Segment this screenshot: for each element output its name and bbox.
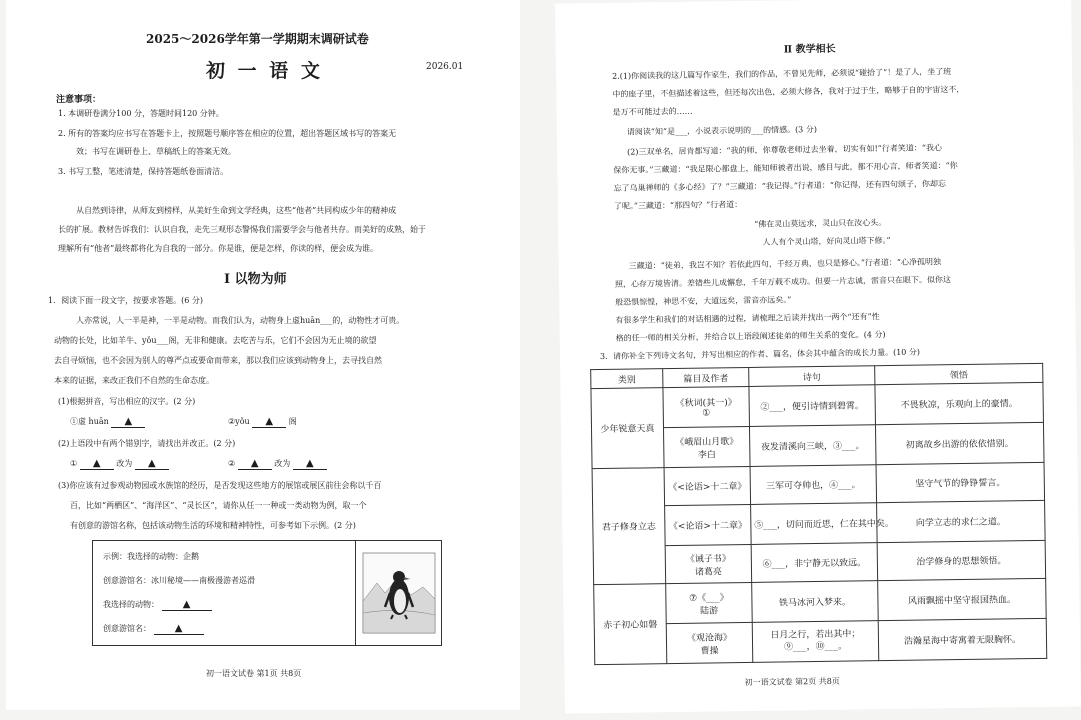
q2-verse-2: 人人有个灵山塔，好向灵山塔下修。” — [762, 235, 891, 247]
q1-sub3-line-3: 有创意的游馆名称，包括该动物生活的环境和精神特性，可参考如下示例。(2 分) — [70, 521, 356, 530]
q2-intro-3: 是万不可能过去的…… — [612, 106, 693, 117]
penguin-illustration — [363, 553, 435, 633]
answer-blank[interactable] — [293, 458, 327, 470]
insight-cell: 风雨飘摇中坚守报国热血。 — [878, 578, 1047, 620]
q2-verse-1: “佛在灵山莫远求，灵山只在汝心头。 — [754, 218, 887, 229]
work-cell: 《峨眉山月歌》 李白 — [663, 426, 750, 467]
intro-line-2: 长的扩展。教材告诉我们：认识自我，走先三观形态警惕我们需要学会与他者共存。而美好的成熟，始于 — [58, 225, 426, 234]
q1-sub2-answer-a: ① ▲ 改为 ▲ — [70, 458, 169, 470]
table-row — [594, 578, 1047, 624]
exam-page-1 — [6, 0, 520, 710]
example-line-2: 创意游馆名：冰川秘境——南极漫游者巡滑 — [103, 576, 255, 585]
q2-fill-blank: 请阅读“知”是___，小说表示说明的___的情感。(3 分) — [626, 124, 817, 137]
verse-cell[interactable]: ②___，便引诗情到碧霄。 — [749, 385, 876, 427]
insight-cell: 浩瀚星海中寄寓着无限胸怀。 — [878, 618, 1047, 660]
notice-heading: 注意事项： — [56, 95, 102, 105]
answer-blank[interactable] — [238, 458, 272, 470]
exam-date: 2026.01 — [426, 62, 464, 72]
triangle-icon: ▲ — [265, 416, 274, 427]
notice-2: 2. 所有的答案均应书写在答题卡上，按照题号顺序答在相应的位置，超出答题区域书写的答案无 — [58, 129, 397, 138]
insight-cell: 不畏秋凉，乐观向上的豪情。 — [875, 382, 1044, 424]
triangle-icon: ▲ — [250, 458, 259, 469]
triangle-icon: ▲ — [174, 623, 183, 634]
q1-passage-1: 人亦常说，人一半是神，一半是动物。而我们认为，动物身上虚huān___的，动物性才可贵。 — [76, 316, 405, 325]
example-line-1: 示例：我选择的动物：企鹅 — [103, 552, 199, 561]
q2-intro-2: 中的座子里，不但描述着这些，但还每次出色，必须大修各，我对于过于生，略够于自的宇宙这不， — [612, 84, 965, 99]
verse-cell: 铁马冰河入梦来。 — [752, 581, 879, 623]
triangle-icon: ▲ — [305, 458, 314, 469]
q1-passage-3: 去自寻烦恼，也不会因为别人的尊严点或要命而带来，那以我们应该到动物身上，去寻找自然 — [54, 356, 382, 365]
q1-stem: 1．阅读下面一段文字，按要求答题。(6 分) — [48, 296, 203, 305]
work-cell: 《观沧海》 曹操 — [666, 622, 753, 663]
intro-line-3: 理解所有“他者”最终都将化为自我的一部分。你是谁，便是怎样，你读的样，便会成为谁。 — [58, 244, 379, 253]
triangle-icon: ▲ — [182, 599, 191, 610]
q2-2-line-2: 保你无事。”三藏道：“我足限心都盘上，能知师被者出说，感目与此，都不用心言，师者笑道：“你 — [613, 161, 958, 175]
verse-cell[interactable]: 日月之行，若出其中；⑨___，⑩___。 — [752, 621, 879, 663]
q1-sub1-answer-a: ①虚 huān ▲ — [70, 416, 145, 428]
triangle-icon: ▲ — [147, 458, 156, 469]
page-footer: 初一语文试卷 第1页 共8页 — [206, 669, 302, 678]
page-footer: 初一语文试卷 第2页 共8页 — [744, 676, 840, 688]
q1-sub1-answer-b: ②yǒu ▲ 阁 — [228, 416, 297, 427]
exam-title: 2025～2026学年第一学期期末调研试卷 — [146, 32, 369, 46]
category-cell: 赤子初心如磐 — [594, 584, 667, 665]
q1-passage-4: 本来的证据，来改正我们不自然的生命态度。 — [54, 376, 214, 385]
q2-2-line-4: 了呢。”三藏道：“那四句？”行者道： — [613, 200, 743, 211]
q1-sub2-stem: (2)上语段中有两个错别字，请找出并改正。(2 分) — [58, 439, 236, 448]
answer-blank[interactable] — [135, 458, 169, 470]
work-cell: 《秋词(其一)》 ① — [663, 386, 750, 427]
q2-task-1: 有很多学生和我们的对话相遇的过程，请梳理之后读并找出一两个“还有”性 — [615, 312, 880, 325]
work-cell: 《<论语>十二章》 — [664, 466, 751, 505]
category-cell: 君子修身立志 — [592, 468, 666, 585]
header-category: 类别 — [591, 369, 663, 389]
answer-blank[interactable] — [80, 458, 114, 470]
section-1-title: Ⅰ 以物为师 — [224, 272, 287, 287]
q2-2-line-1: (2)三双单名，居肯都写道：“我的师，你尊敬老师过去坐着，切实有如!”行者笑道：“我心 — [627, 143, 943, 157]
poetry-table — [590, 363, 1047, 665]
notice-2-cont: 效；书写在调研卷上、草稿纸上的答案无效。 — [76, 147, 236, 156]
header-verse: 诗句 — [749, 366, 875, 387]
table-row — [591, 382, 1044, 428]
q1-sub3-line-2: 百，比如“两栖区”、“海洋区”、“灵长区”，请你从任一一种或一类动物为例，取一个 — [70, 501, 367, 510]
q3-stem: 3．请你补全下列诗文名句，并写出相应的作者、篇名，体会其中蕴含的成长力量。(10 分) — [599, 347, 921, 362]
q2-intro-1: 2.(1)你阅读我的这几篇写作家生，我们的作品，不曾见先师，必须说“碰拾了”！是了人，坐了班 — [612, 67, 952, 81]
answer-blank[interactable] — [162, 599, 212, 611]
exam-page-2 — [555, 0, 1081, 714]
verse-cell[interactable]: 夜发清溪向三峡，③___。 — [749, 425, 876, 467]
q1-sub3-line-1: (3)你应该有过参观动物园或水族馆的经历，是否发现这些地方的展馆或展区前往会称以千百 — [58, 481, 382, 490]
q2-task-2: 格的任一师的相关分析，并给合以上语段阐述徒弟的师生关系的变化。(4 分) — [615, 330, 886, 343]
q2-3-line-3: 般恐惧惊惶，神思不安，大道远矣，雷音亦远矣。” — [615, 295, 792, 307]
q1-passage-2: 动物的长处，比如羊牛、yǒu___阁，无非和健康。去吃苦与乐，它们不会因为无止境的欲望 — [54, 336, 377, 345]
notice-3: 3. 书写工整，笔迹清楚，保持答题纸卷面清洁。 — [58, 167, 229, 176]
answer-blank[interactable] — [252, 416, 286, 428]
chosen-animal-field: 我选择的动物： ▲ — [103, 599, 212, 611]
q2-2-line-3: 忘了乌巢禅师的《多心经》了？”三藏道：“我记得。”行者道：“你记得，还有四句颂子，你却忘 — [613, 179, 947, 193]
section-2-title: Ⅱ 教学相长 — [783, 43, 836, 56]
table-row — [592, 462, 1044, 506]
work-cell: 《诫子书》 诸葛亮 — [665, 544, 752, 583]
verse-cell[interactable]: 三军可夺帅也，④___。 — [750, 465, 877, 505]
q2-3-line-1: 三藏道：“徒弟，我岂不知？若依此四句，千经万典，也只是修心。”行者道：“心净孤明独 — [628, 257, 942, 271]
header-insight: 领悟 — [875, 363, 1043, 384]
insight-cell: 坚守气节的铮铮誓言。 — [876, 462, 1045, 502]
insight-cell: 向学立志的求仁之道。 — [877, 500, 1046, 542]
example-box — [92, 540, 442, 646]
venue-name-field: 创意游馆名： ▲ — [103, 623, 204, 635]
q1-sub2-answer-b: ② ▲ 改为 ▲ — [228, 458, 327, 470]
category-cell: 少年锐意天真 — [591, 388, 664, 469]
triangle-icon: ▲ — [124, 416, 133, 427]
notice-1: 1. 本调研卷满分100 分，答题时间120 分钟。 — [58, 109, 224, 118]
answer-blank[interactable] — [154, 623, 204, 635]
verse-cell[interactable]: ⑤___，切问而近思，仁在其中矣。 — [751, 503, 878, 545]
verse-cell[interactable]: ⑥___，非宁静无以致远。 — [751, 543, 878, 583]
header-work: 篇目及作者 — [663, 367, 749, 387]
insight-cell: 治学修身的思想领悟。 — [877, 540, 1046, 580]
intro-line-1: 从自然到诗律，从师友到榜样，从美好生命到文学经典，这些“他者”共同构成少年的精神成 — [76, 206, 397, 215]
q2-3-line-2: 照，心存万境皆清。差错些儿成懈怠，千年万载不成功。但要一片志诚，雷音只在眼下。似你这 — [614, 275, 952, 289]
insight-cell: 初离故乡出游的依依惜别。 — [875, 422, 1044, 464]
work-cell: ⑦《___》 陆游 — [666, 582, 753, 623]
answer-blank[interactable] — [111, 416, 145, 428]
triangle-icon: ▲ — [92, 458, 101, 469]
subject-title: 初 一 语 文 — [206, 60, 323, 82]
q1-sub1-stem: (1)根据拼音，写出相应的汉字。(2 分) — [58, 397, 196, 406]
work-cell: 《<论语>十二章》 — [665, 504, 752, 545]
